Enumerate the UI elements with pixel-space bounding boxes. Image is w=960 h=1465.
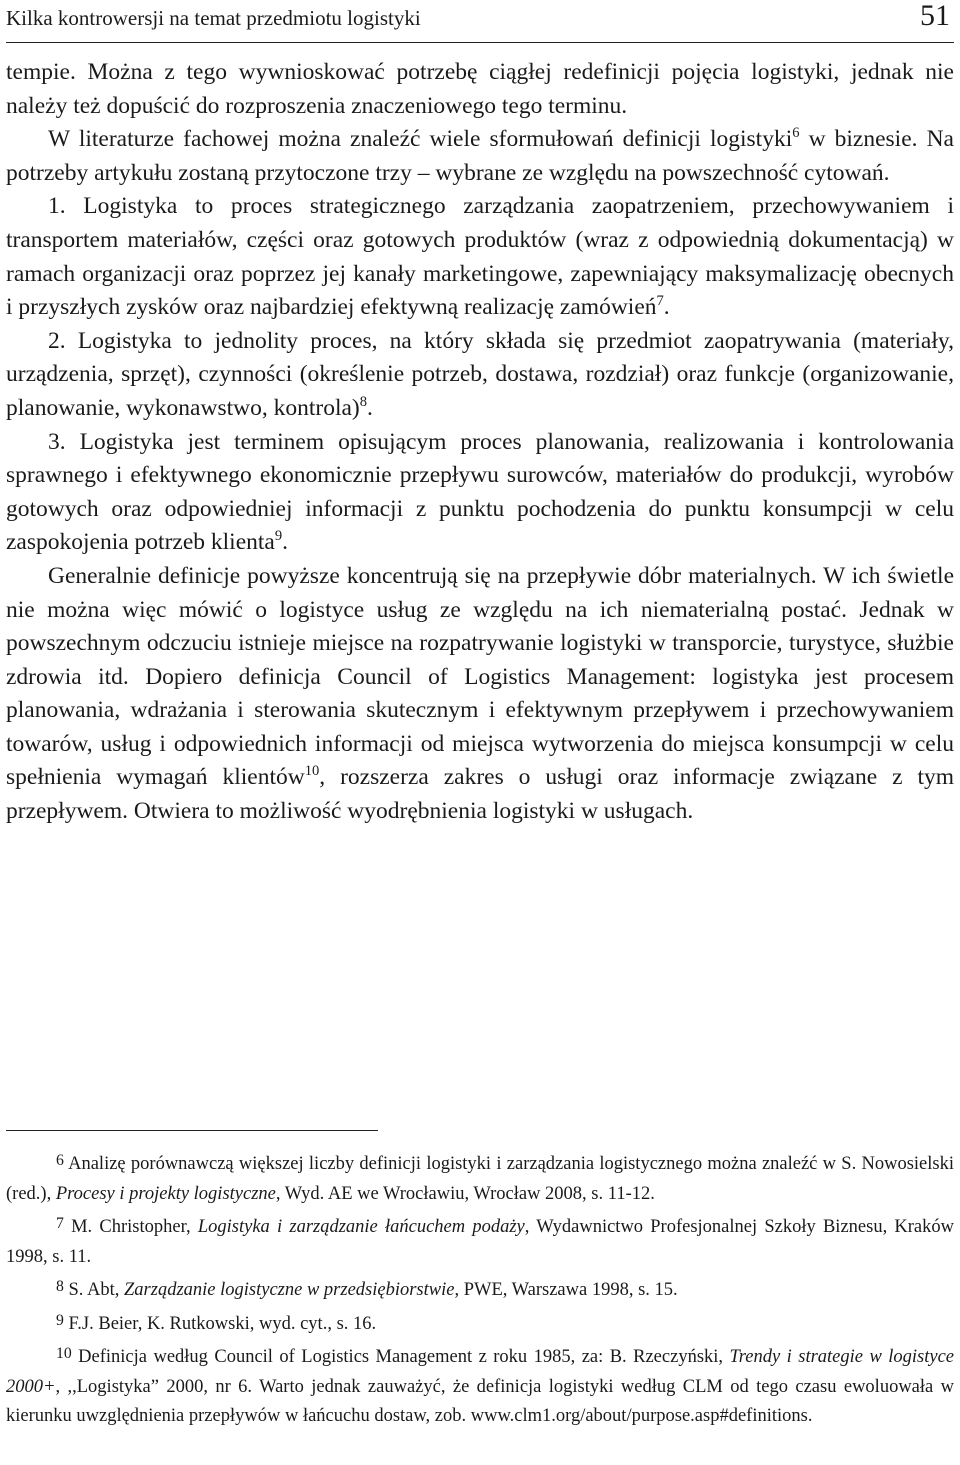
- footnote-7: [6, 1209, 954, 1272]
- paragraph-text: .: [367, 394, 373, 421]
- paragraph-text: .: [663, 294, 670, 321]
- paragraph-intro: [6, 123, 954, 190]
- footnote-ref: 8: [359, 394, 368, 411]
- footnote-number: 7: [56, 1215, 64, 1232]
- paragraph-text: .: [282, 529, 288, 556]
- footnote-title: Logistyka i zarządzanie łańcuchem podaży: [197, 1217, 525, 1237]
- paragraph-text: 2. Logistyka to jednolity proces, na który składa się przedmiot zaopatrywania (materiały, urządzenia, sprzęt), czynności (określenie potrzeb, dostawa, rozdział) oraz funkcje (organizowanie, planowanie, wykonawstwo, kontrola): [6, 327, 954, 421]
- footnote-ref: 7: [656, 293, 664, 310]
- page-number: 51: [920, 0, 950, 32]
- footnote-text: , PWE, Warszawa 1998, s. 15.: [454, 1280, 678, 1300]
- paragraph-text: 3. Logistyka jest terminem opisującym proces planowania, realizowania i kontrolowania sprawnego i efektywnego ekonomicznie przepływu surowców, materiałów do produkcji, wyrobów gotowych oraz odpowiedniej informacji z punktu pochodzenia do punktu konsumpcji w celu zaspokojenia potrzeb klienta: [6, 428, 954, 556]
- footnote-9: [6, 1306, 954, 1340]
- footnote-text: , ,,Logistyka” 2000, nr 6. Warto jednak zauważyć, że definicja logistyki według CLM od tego czasu ewoluowała w kierunku uwzględnienia przepływów w łańcuchu dostaw, zob. www.clm1.org/about/purpose.asp#definitions.: [6, 1376, 954, 1426]
- footnote-text: S. Abt,: [63, 1280, 125, 1300]
- footnote-number: 6: [56, 1152, 64, 1169]
- footnotes: [6, 1146, 954, 1432]
- definition-2: [6, 325, 954, 426]
- footnote-text: M. Christopher,: [63, 1217, 198, 1237]
- footnote-ref: 10: [304, 763, 320, 780]
- paragraph-text: W literaturze fachowej można znaleźć wiele sformułowań definicji logistyki: [48, 126, 793, 153]
- footnote-ref: 6: [792, 125, 800, 142]
- footnote-number: 8: [56, 1278, 64, 1295]
- paragraph-text: w biznesie. Na potrzeby artykułu zostaną przytoczone trzy – wybrane ze względu na powszechność cytowań.: [6, 126, 954, 186]
- footnote-number: 10: [56, 1345, 72, 1362]
- footnote-number: 9: [56, 1311, 64, 1329]
- footnote-ref: 9: [274, 528, 283, 545]
- paragraph-text: , rozszerza zakres o usługi oraz informacje związane z tym przepływem. Otwiera to możliwość wyodrębnienia logistyki w usługach.: [6, 764, 955, 825]
- footnote-8: [6, 1272, 954, 1306]
- footnote-text: , Wydawnictwo Profesjonalnej Szkoły Biznesu, Kraków 1998, s. 11.: [6, 1217, 955, 1267]
- running-head: Kilka kontrowersji na temat przedmiotu logistyki: [6, 6, 421, 30]
- footnote-divider: [6, 1130, 378, 1131]
- paragraph-text: tempie. Można z tego wywnioskować potrzebę ciągłej redefinicji pojęcia logistyki, jednak nie należy też dopuścić do rozproszenia znaczeniowego tego terminu.: [6, 59, 954, 119]
- footnote-title: Procesy i projekty logistyczne: [55, 1183, 276, 1204]
- footnote-10: [6, 1339, 954, 1432]
- footnote-text: , Wyd. AE we Wrocławiu, Wrocław 2008, s. 11-12.: [275, 1183, 655, 1204]
- page-header: [6, 0, 954, 43]
- footnote-text: Definicja według Council of Logistics Management z roku 1985, za: B. Rzeczyński,: [71, 1347, 730, 1367]
- paragraph-text: Generalnie definicje powyższe koncentrują się na przepływie dóbr materialnych. W ich świetle nie można więc mówić o logistyce usług ze względu na ich niematerialną postać. Jednak w powszechnym odczuciu istnieje miejsce na rozpatrywanie logistyki w transporcie, turystyce, służbie zdrowia itd. Dopiero definicja Council of Logistics Management: logistyka jest procesem planowania, wdrażania i sterowania skutecznym i efektywnym przepływem i przechowywaniem towarów, usług i odpowiednich informacji od miejsca wytworzenia do miejsca konsumpcji w celu spełnienia wymagań klientów: [6, 562, 954, 791]
- paragraph-text: 1. Logistyka to proces strategicznego zarządzania zaopatrzeniem, przechowywaniem i transportem materiałów, części oraz gotowych produktów (wraz z odpowiednią dokumentacją) w ramach organizacji oraz poprzez jej kanały marketingowe, zapewniający maksymalizację obecnych i przyszłych zysków oraz najbardziej efektywną realizację zamówień: [6, 193, 954, 321]
- footnote-title: Zarządzanie logistyczne w przedsiębiorstwie: [124, 1280, 455, 1300]
- definition-1: [6, 190, 954, 324]
- footnote-title: Trendy i strategie w logistyce 2000+: [6, 1347, 954, 1397]
- footnote-6: [6, 1146, 954, 1209]
- definition-3: [6, 426, 954, 560]
- footnote-text: F.J. Beier, K. Rutkowski, wyd. cyt., s. 16.: [63, 1313, 377, 1334]
- body-text: [6, 56, 954, 829]
- paragraph-conclusion: [6, 560, 954, 829]
- paragraph-continuation: [6, 56, 954, 123]
- footnote-text: Analizę porównawczą większej liczby definicji logistyki i zarządzania logistycznego można znaleźć w S. Nowosielski (red.),: [6, 1154, 954, 1204]
